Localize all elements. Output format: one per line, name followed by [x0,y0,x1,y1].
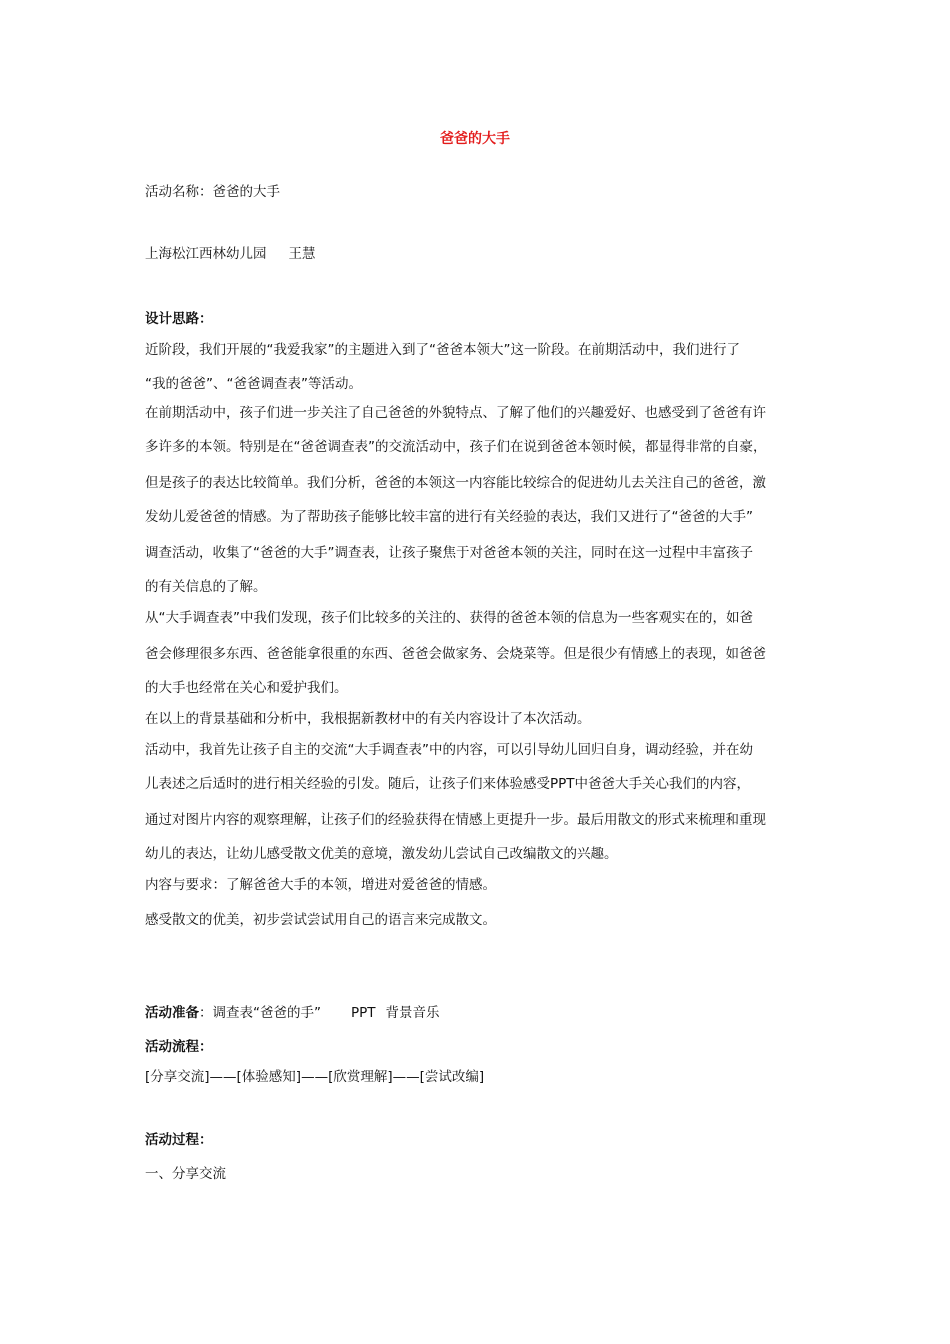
paragraph-line: 感受散文的优美，初步尝试尝试用自己的语言来完成散文。 [145,912,496,928]
paragraph-line: 发幼儿爱爸爸的情感。为了帮助孩子能够比较丰富的进行有关经验的表达，我们又进行了“爸爸的大手” [145,509,753,525]
author-school: 上海松江西林幼儿园 [145,246,267,262]
flow-heading: 活动流程： [145,1039,213,1055]
activity-name: 活动名称：爸爸的大手 [145,184,280,200]
document-title: 爸爸的大手 [440,131,510,147]
paragraph-line: “我的爸爸”、“爸爸调查表”等活动。 [145,376,362,392]
paragraph-line: 通过对图片内容的观察理解，让孩子们的经验获得在情感上更提升一步。最后用散文的形式来梳理和重现 [145,812,766,828]
preparation-colon: ： [199,1005,213,1021]
paragraph-line: 爸会修理很多东西、爸爸能拿很重的东西、爸爸会做家务、会烧菜等。但是很少有情感上的表现，如爸爸 [145,646,766,662]
paragraph-line: 活动中，我首先让孩子自主的交流“大手调查表”中的内容，可以引导幼儿回归自身，调动经验，并在幼 [145,742,753,758]
paragraph-line: 的大手也经常在关心和爱护我们。 [145,680,348,696]
process-heading: 活动过程： [145,1132,213,1148]
paragraph-line: 多许多的本领。特别是在“爸爸调查表”的交流活动中，孩子们在说到爸爸本领时候，都显得非常的自豪， [145,439,767,455]
paragraph-line: 近阶段，我们开展的“我爱我家”的主题进入到了“爸爸本领大”这一阶段。在前期活动中，我们进行了 [145,342,740,358]
paragraph-line: 在以上的背景基础和分析中，我根据新教材中的有关内容设计了本次活动。 [145,711,591,727]
preparation-music: 背景音乐 [385,1005,440,1021]
design-heading: 设计思路： [145,311,213,327]
flow-sequence: [分享交流]——[体验感知]——[欣赏理解]——[尝试改编] [145,1069,485,1085]
paragraph-line: 但是孩子的表达比较简单。我们分析，爸爸的本领这一内容能比较综合的促进幼儿去关注自己的爸爸，激 [145,475,766,491]
paragraph-line: 在前期活动中，孩子们进一步关注了自己爸爸的外貌特点、了解了他们的兴趣爱好、也感受到了爸爸有许 [145,405,766,421]
author-name: 王慧 [288,246,316,262]
process-step-1: 一、分享交流 [145,1166,226,1182]
paragraph-line: 从“大手调查表”中我们发现，孩子们比较多的关注的、获得的爸爸本领的信息为一些客观实在的，如爸 [145,610,753,626]
paragraph-line: 的有关信息的了解。 [145,579,267,595]
preparation-ppt: PPT [351,1005,376,1021]
paragraph-line: 调查活动，收集了“爸爸的大手”调查表，让孩子聚焦于对爸爸本领的关注，同时在这一过程中丰富孩子 [145,545,753,561]
paragraph-line: 儿表述之后适时的进行相关经验的引发。随后，让孩子们来体验感受PPT中爸爸大手关心我们的内容， [145,776,751,792]
preparation-label: 活动准备 [145,1005,199,1021]
paragraph-line: 幼儿的表达，让幼儿感受散文优美的意境，激发幼儿尝试自己改编散文的兴趣。 [145,846,618,862]
author-line [145,245,316,263]
preparation-items: 调查表“爸爸的手” [212,1005,321,1021]
preparation-line [145,1004,440,1022]
paragraph-line: 内容与要求：了解爸爸大手的本领，增进对爱爸爸的情感。 [145,877,496,893]
